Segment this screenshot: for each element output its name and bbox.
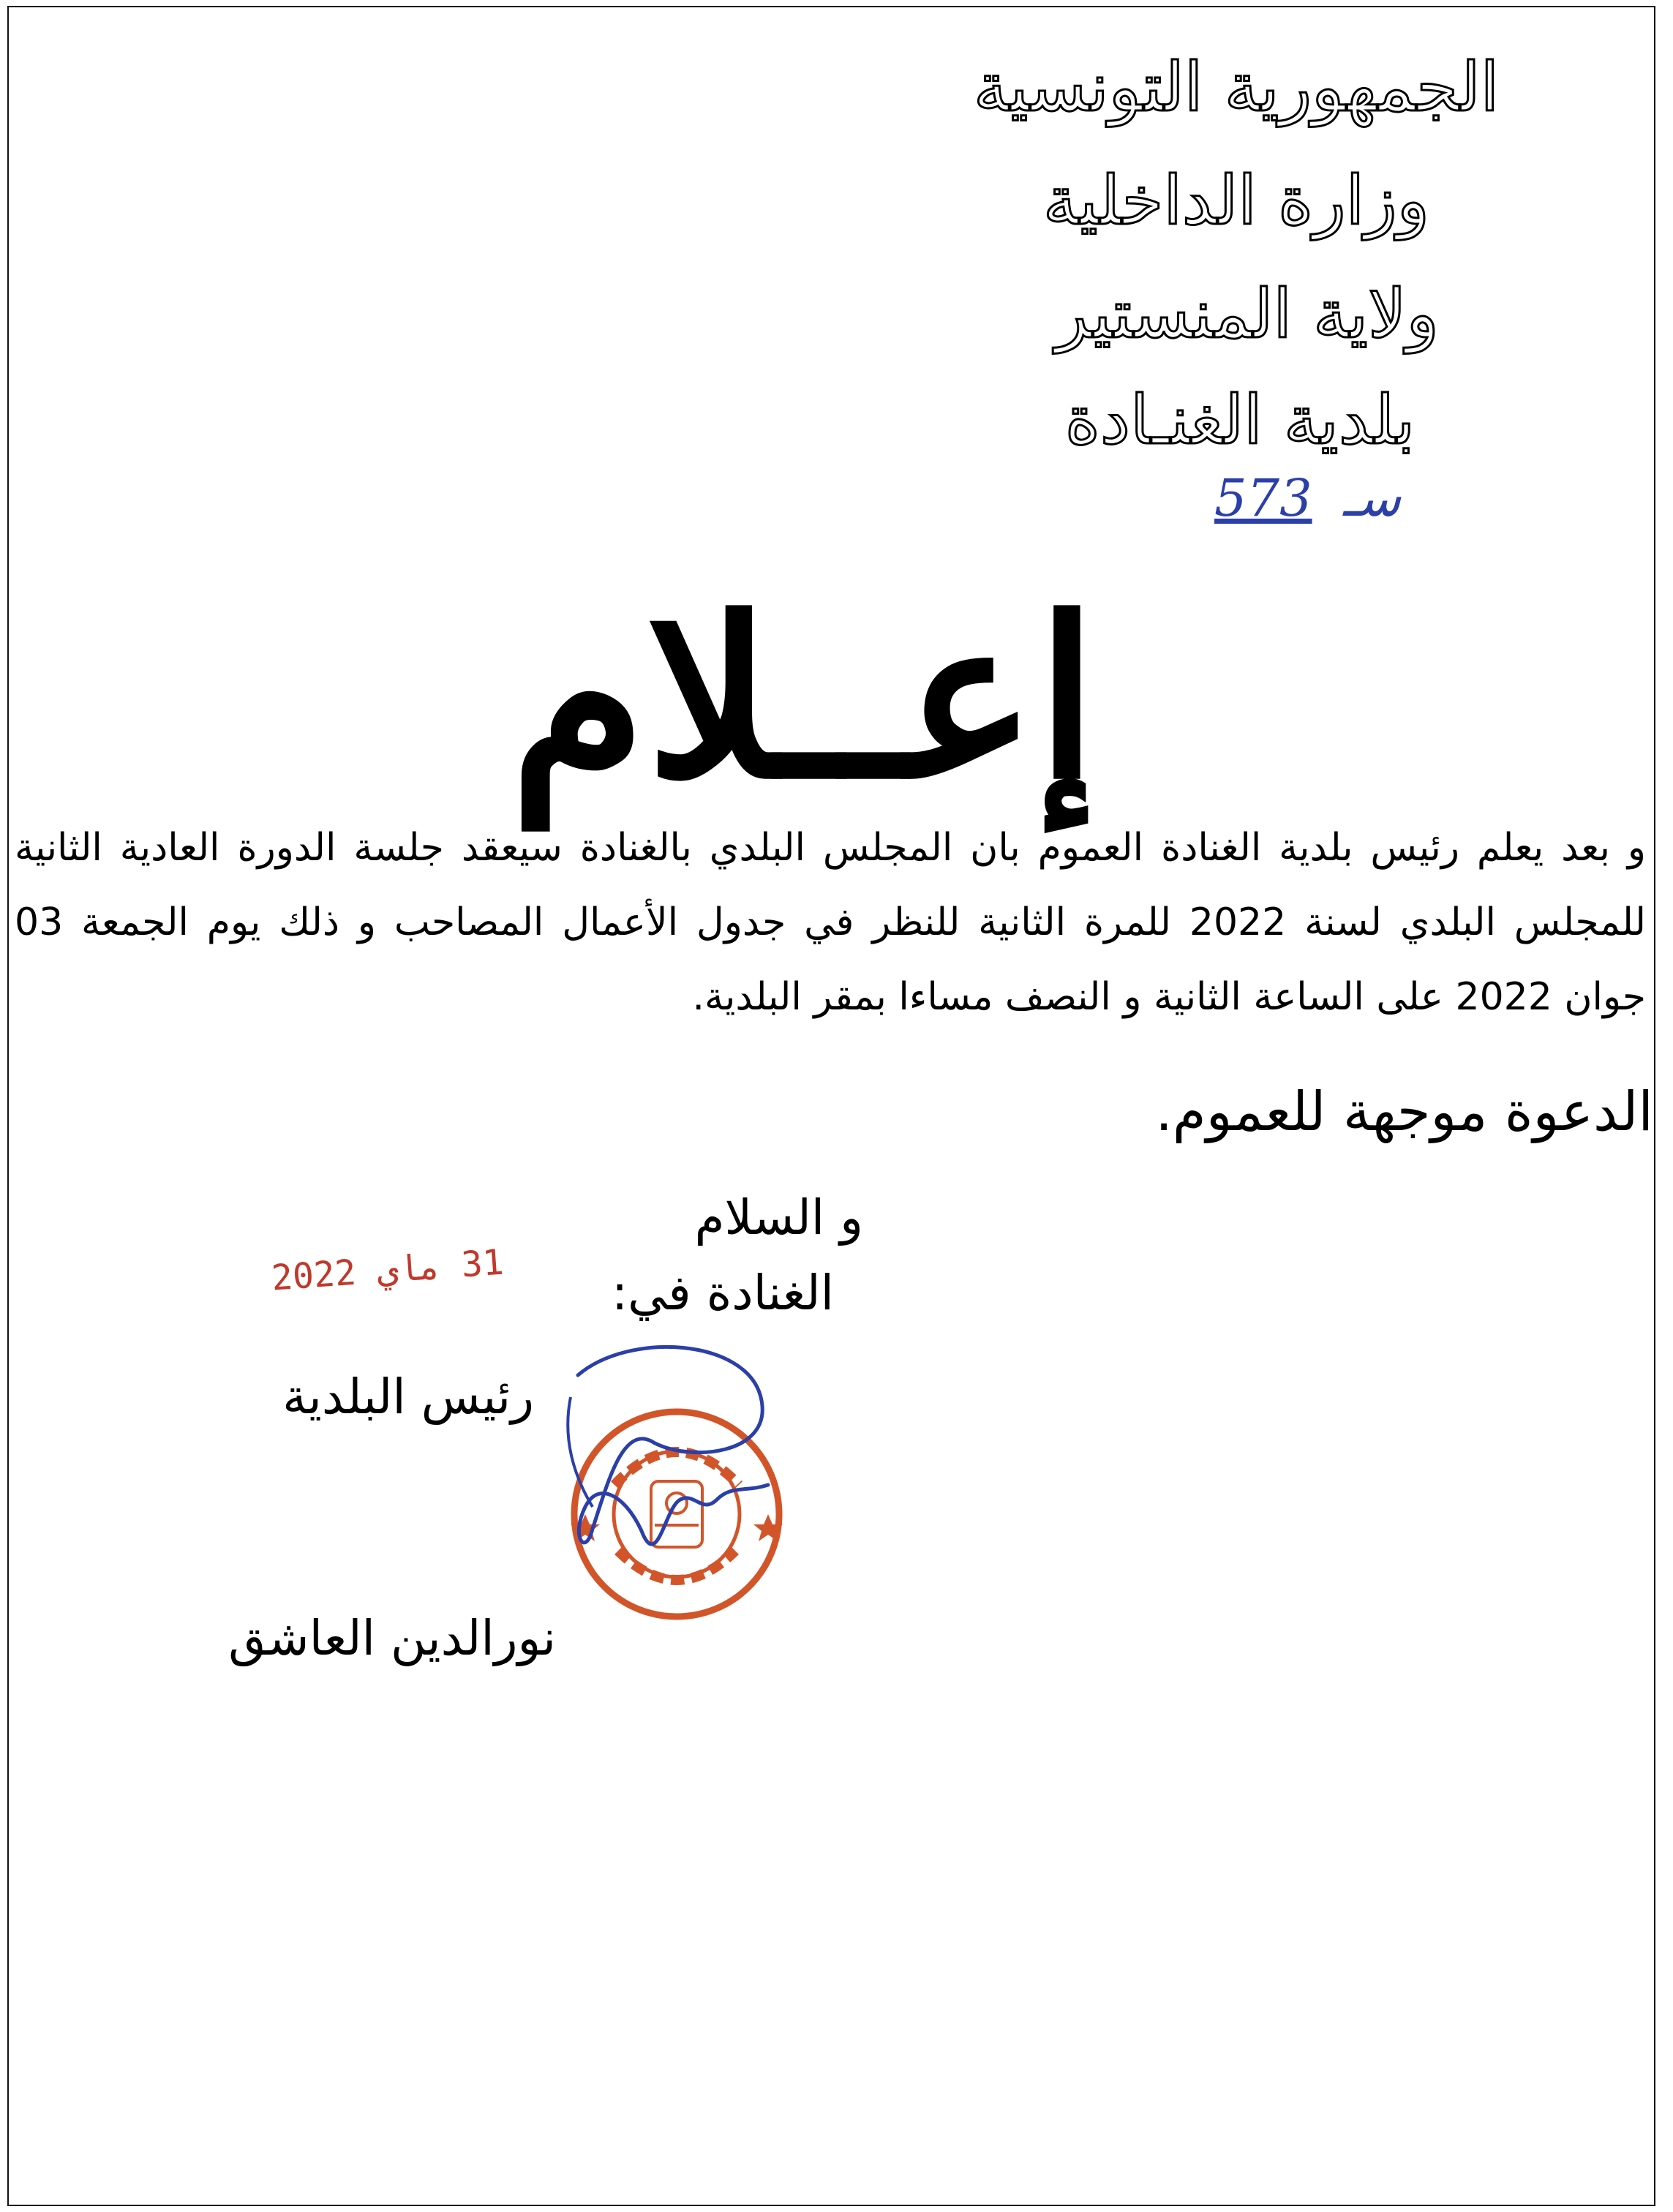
- mayor-name: نورالدين العاشق: [228, 1610, 556, 1666]
- header-republic: الجمهورية التونسية: [973, 48, 1500, 127]
- header-governorate: ولاية المنستير: [1056, 275, 1439, 353]
- header-municipality: بلدية الغنـادة: [1064, 381, 1416, 459]
- header-ministry: وزارة الداخلية: [1042, 162, 1430, 240]
- official-seal: [541, 1317, 812, 1624]
- seal-stamp-icon: [541, 1317, 812, 1624]
- reference-mark: ﺳـ: [1342, 468, 1402, 528]
- invitation-line: الدعوة موجهة للعموم.: [1155, 1080, 1653, 1143]
- mayor-role: رئيس البلدية: [282, 1369, 534, 1425]
- date-stamp: 31 ماي 2022: [270, 1241, 505, 1299]
- salutation: و السلام: [694, 1189, 863, 1246]
- notice-body: و بعد يعلم رئيس بلدية الغنادة العموم بان المجلس البلدي بالغنادة سيعقد جلسة الدورة العادية الثانية للمجلس البلدي لسنة 2022 للمرة الثانية للنظر في جدول الأعمال المصاحب و ذلك يوم الجمعة 03 جوان 2022 على الساعة الثانية و النصف مساءا بمقر البلدية.: [15, 826, 1647, 1019]
- place-label: الغنادة في:: [611, 1265, 834, 1321]
- notice-title: إعــلام: [510, 569, 1097, 827]
- reference-number-text: 573: [1214, 468, 1312, 528]
- reference-number: [1214, 468, 1448, 549]
